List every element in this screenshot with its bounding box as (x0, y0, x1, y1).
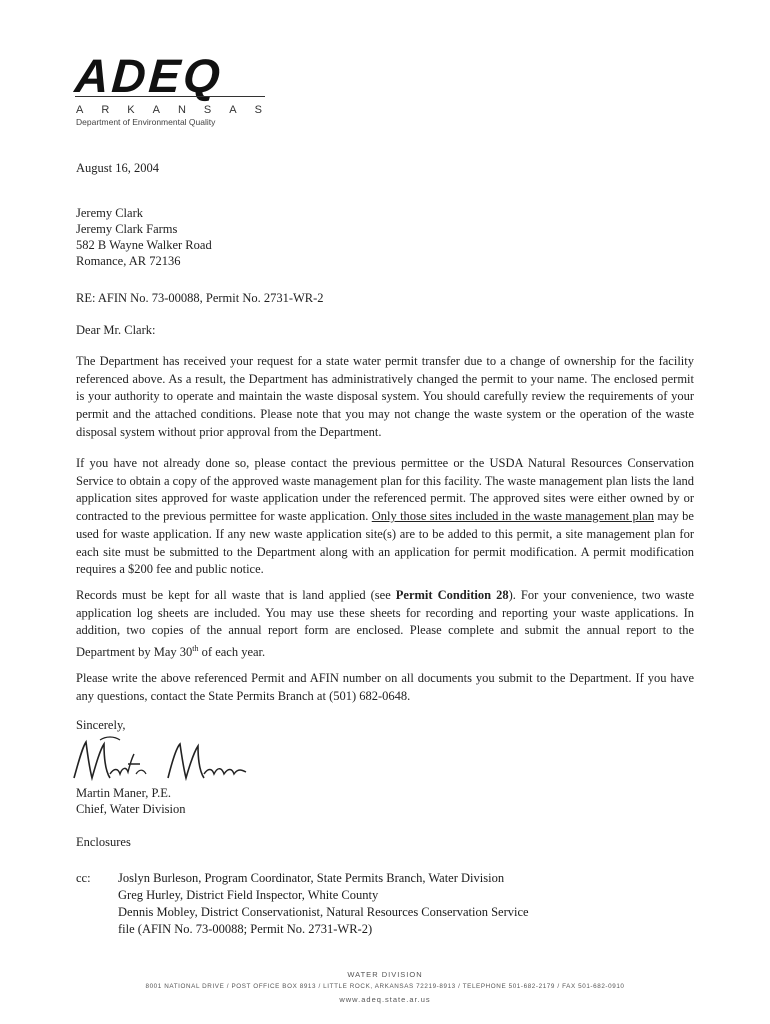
footer-address: 8001 NATIONAL DRIVE / POST OFFICE BOX 8913 / LITTLE ROCK, ARKANSAS 72219-8913 / TELEPHONE 501-682-2179 / FAX 501-682-0910 (145, 983, 625, 990)
salutation: Dear Mr. Clark: (76, 323, 156, 337)
body-paragraph-2 (76, 455, 694, 579)
footer-website: www.adeq.state.ar.us (339, 995, 431, 1004)
state-name: ARKANSAS (76, 104, 280, 116)
letter-date: August 16, 2004 (76, 161, 159, 175)
p3-text-b: ). For your convenience, two waste application log sheets are included. You may use these sheets for recording and reporting your waste applications. In addition, two copies of the annual report form are enclosed. Please complete and submit the annual report to the Department by May 30 (76, 588, 694, 660)
body-paragraph-1: The Department has received your request for a state water permit transfer due to a change of ownership for the facility referenced above. As a result, the Department has administratively changed the permit to your name. The enclosed permit is your authority to operate and maintain the waste disposal system. You should carefully review the requirements of your permit and the attached conditions. Please note that you may not change the waste system or the operation of the waste disposal system without prior approval from the Department. (76, 354, 694, 439)
signer-name: Martin Maner, P.E. (76, 786, 171, 800)
footer-division: WATER DIVISION (347, 970, 423, 979)
department-name: Department of Environmental Quality (76, 117, 216, 127)
logo-divider (75, 96, 265, 97)
p2-text-a: If you have not already done so, please contact the previous permittee or the USDA Natural Resources Conservation Service to obtain a copy of the approved waste management plan for this facility. The waste management plan lists the land application sites approved for waste application under the referenced permit. The approved sites were either owned by or contracted to the previous permittee for waste application. (76, 456, 694, 524)
cc-entry: Greg Hurley, District Field Inspector, White County (118, 888, 379, 902)
body-paragraph-3 (76, 587, 694, 662)
cc-list (118, 870, 529, 938)
cc-entry: file (AFIN No. 73-00088; Permit No. 2731-WR-2) (118, 922, 373, 936)
adeq-logo: ADEQ (73, 49, 225, 102)
recipient-street: 582 B Wayne Walker Road (76, 238, 212, 252)
enclosures-note: Enclosures (76, 835, 131, 849)
closing: Sincerely, (76, 718, 126, 732)
p2-text-b: may be used for waste application. If any new waste application site(s) are to be added to this permit, a site management plan for each site must be submitted to the Department along with an application for permit modification. A permit modification requires a $200 fee and public notice. (76, 509, 694, 577)
handwritten-signature (70, 734, 270, 792)
recipient-farm: Jeremy Clark Farms (76, 222, 178, 236)
p3-superscript: th (192, 644, 199, 654)
signature-block (76, 785, 186, 817)
signer-title: Chief, Water Division (76, 802, 186, 816)
p2-underlined-text: Only those sites included in the waste management plan (371, 509, 654, 524)
p3-bold-text: Permit Condition 28 (395, 588, 509, 602)
cc-entry: Dennis Mobley, District Conservationist, Natural Resources Conservation Service (118, 905, 529, 919)
recipient-city: Romance, AR 72136 (76, 254, 181, 268)
body-paragraph-4: Please write the above referenced Permit and AFIN number on all documents you submit to the Department. If you have any questions, contact the State Permits Branch at (501) 682-0648. (76, 671, 694, 703)
cc-label: cc: (76, 871, 91, 885)
p3-text-c: of each year. (198, 645, 266, 660)
reference-line: RE: AFIN No. 73-00088, Permit No. 2731-WR-2 (76, 291, 324, 305)
recipient-name: Jeremy Clark (76, 206, 143, 220)
recipient-address (76, 205, 212, 269)
p3-text-a: Records must be kept for all waste that is land applied (see (76, 588, 391, 602)
cc-entry: Joslyn Burleson, Program Coordinator, State Permits Branch, Water Division (118, 871, 505, 885)
